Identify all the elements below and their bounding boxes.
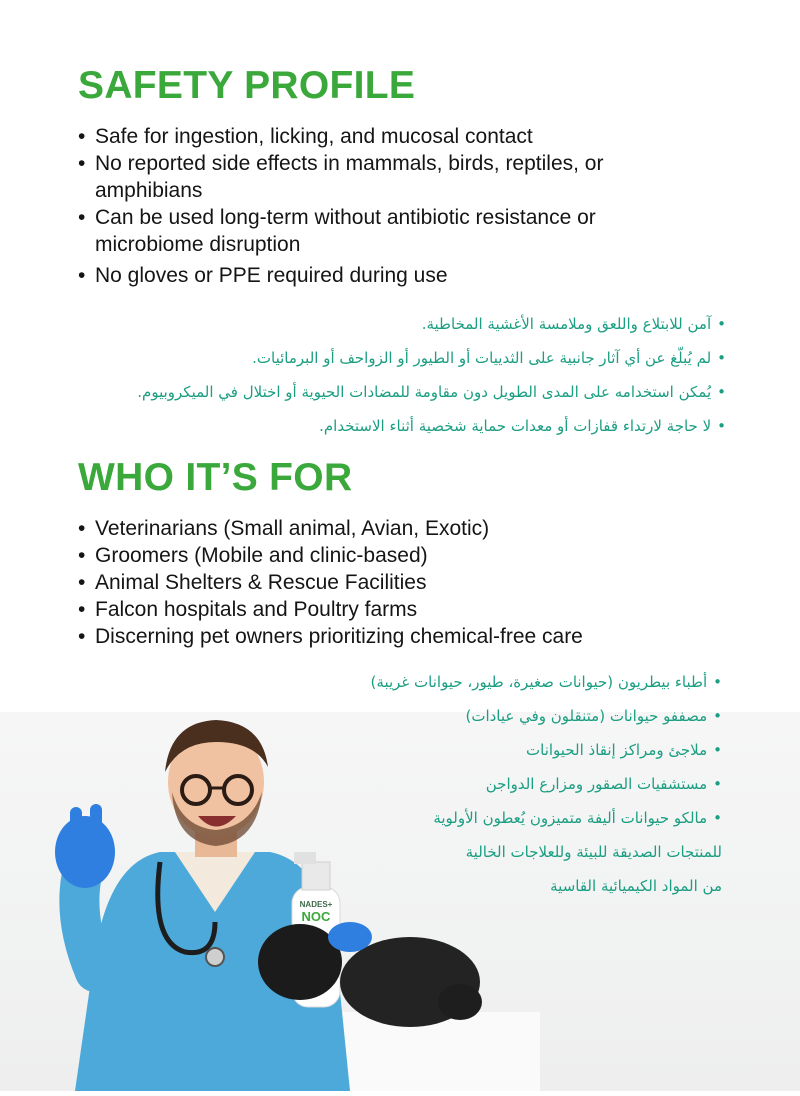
audience-item-ar: • مالكو حيوانات أليفة متميزون يُعطون الأولوية (371, 801, 722, 835)
spray-nozzle (302, 862, 330, 890)
audience-item-ar: للمنتجات الصديقة للبيئة وللعلاجات الخالية (465, 843, 722, 861)
blue-glove-petting (328, 922, 372, 952)
safety-item-en: • Safe for ingestion, licking, and mucosal contact (78, 123, 678, 150)
who-its-for-heading: WHO IT’S FOR (78, 456, 353, 499)
audience-item-ar: • مصففو حيوانات (متنقلون وفي عيادات) (371, 699, 722, 733)
blue-glove-ok (55, 816, 115, 888)
bottle-label-line1: NADES+ (299, 900, 333, 909)
safety-item-ar: • يُمكن استخدامه على المدى الطويل دون مقاومة للمضادات الحيوية أو اختلال في الميكروبيوم. (137, 375, 726, 409)
audience-item-en: • Falcon hospitals and Poultry farms (78, 596, 678, 623)
audience-item-en: • Veterinarians (Small animal, Avian, Exotic) (78, 515, 678, 542)
stethoscope-chestpiece (206, 948, 224, 966)
safety-list-en (78, 123, 678, 289)
safety-profile-heading: SAFETY PROFILE (78, 64, 416, 107)
safety-item-ar: • لا حاجة لارتداء قفازات أو معدات حماية شخصية أثناء الاستخدام. (137, 409, 726, 443)
safety-item-en: • No gloves or PPE required during use (78, 262, 678, 289)
safety-item-en: • No reported side effects in mammals, birds, reptiles, or amphibians (78, 150, 678, 204)
safety-item-en: • Can be used long-term without antibiotic resistance or microbiome disruption (78, 204, 678, 258)
audience-item-ar: من المواد الكيميائية القاسية (550, 877, 722, 895)
bottle-label-line2: NOC (301, 909, 331, 924)
audience-item-ar: • ملاجئ ومراكز إنقاذ الحيوانات (371, 733, 722, 767)
safety-list-ar (137, 307, 726, 443)
audience-item-en: • Discerning pet owners prioritizing chemical-free care (78, 623, 678, 650)
audience-list-ar (371, 665, 722, 903)
audience-list-en (78, 515, 678, 650)
safety-item-ar: • آمن للابتلاع واللعق وملامسة الأغشية المخاطية. (137, 307, 726, 341)
audience-item-ar: • مستشفيات الصقور ومزارع الدواجن (371, 767, 722, 801)
safety-item-ar: • لم يُبلّغ عن أي آثار جانبية على الثدييات أو الطيور أو الزواحف أو البرمائيات. (137, 341, 726, 375)
audience-item-ar: • أطباء بيطريون (حيوانات صغيرة، طيور، حيوانات غريبة) (371, 665, 722, 699)
audience-item-en: • Groomers (Mobile and clinic-based) (78, 542, 678, 569)
audience-item-en: • Animal Shelters & Rescue Facilities (78, 569, 678, 596)
